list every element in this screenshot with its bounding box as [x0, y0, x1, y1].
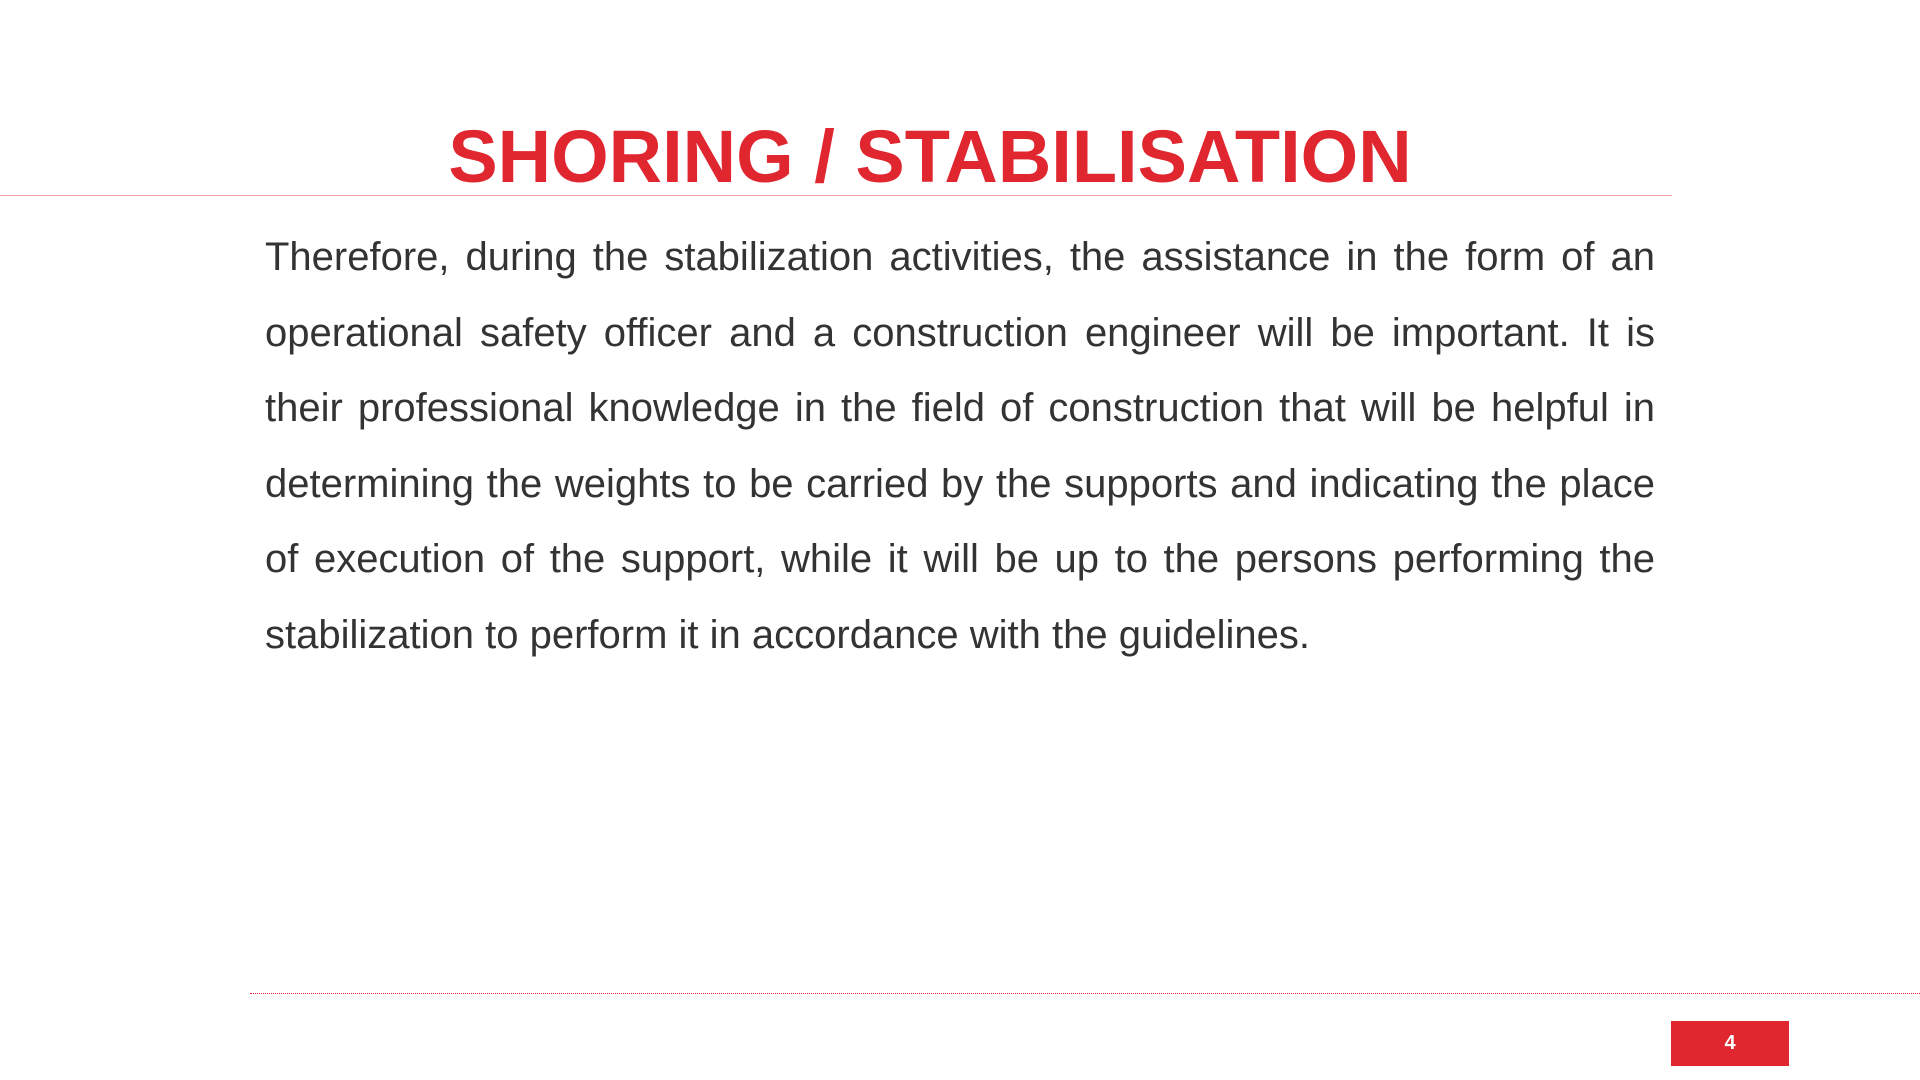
title-divider: [0, 195, 1672, 196]
slide-title: SHORING / STABILISATION: [448, 115, 1412, 198]
footer-divider: [250, 993, 1920, 994]
body-paragraph: Therefore, during the stabilization activities, the assistance in the form of an operational safety officer and a construction engineer will be important. It is their professional knowledge in the field of construction that will be helpful in determining the weights to be carried by the supports and indicating the place of execution of the support, while it will be up to the persons performing the stabilization to perform it in accordance with the guidelines.: [265, 235, 1655, 657]
page-number-badge: 4: [1671, 1021, 1789, 1066]
